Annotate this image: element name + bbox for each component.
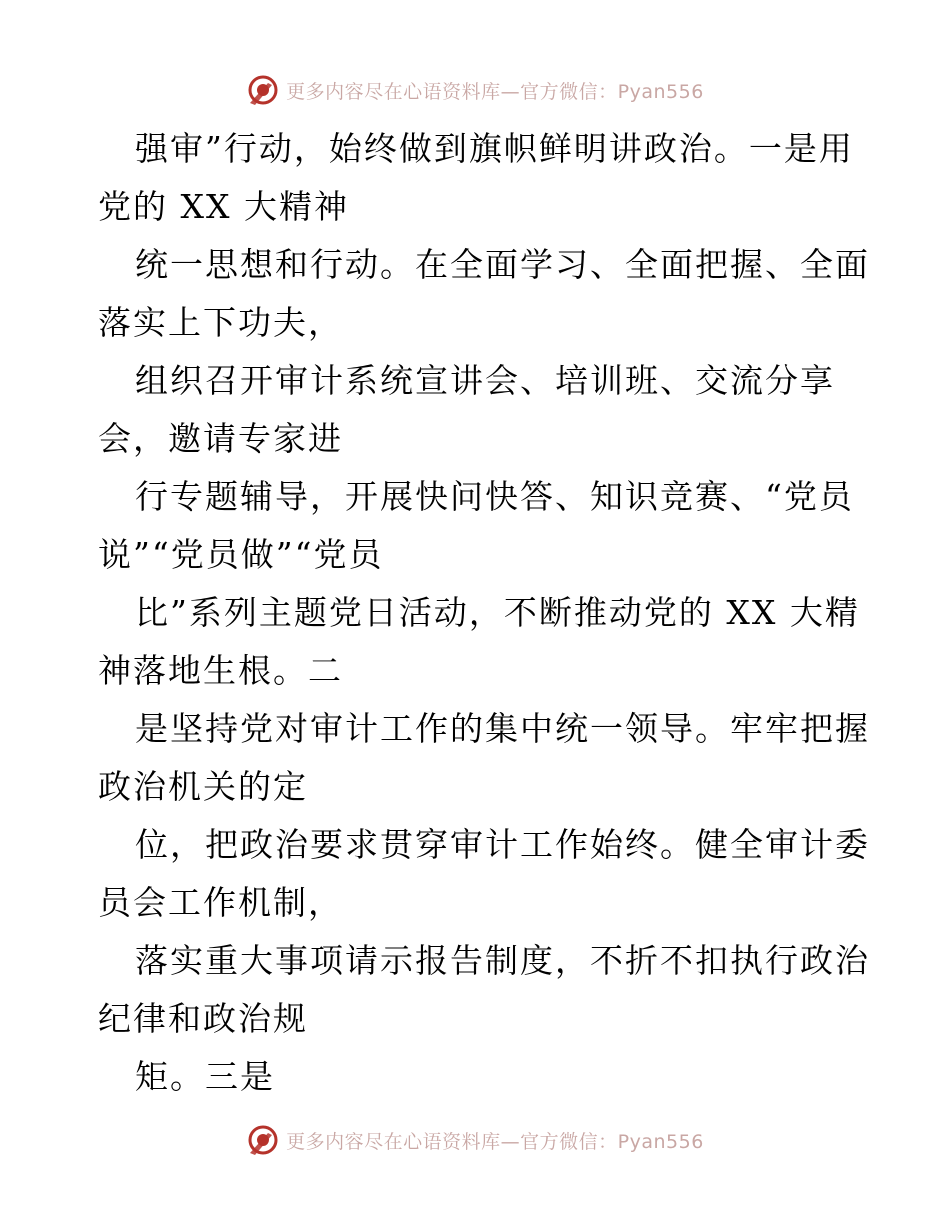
quill-circle-logo-icon [246, 73, 280, 107]
watermark-text: 更多内容尽在心语资料库—官方微信：Pyan556 [286, 80, 704, 103]
body-text-line: 行专题辅导，开展快问快答、知识竞赛、“党员 [135, 477, 854, 516]
body-text-line: 政治机关的定 [98, 767, 308, 806]
body-text-line: 会，邀请专家进 [98, 419, 343, 458]
body-text-line: 位，把政治要求贯穿审计工作始终。健全审计委 [135, 825, 870, 864]
body-text-line: 落实上下功夫， [98, 303, 343, 342]
body-text-line: 落实重大事项请示报告制度，不折不扣执行政治 [135, 941, 870, 980]
quill-circle-logo-icon [246, 1123, 280, 1157]
body-text-line: 党的 XX 大精神 [98, 187, 349, 226]
header-watermark [0, 70, 950, 110]
body-text-line: 统一思想和行动。在全面学习、全面把握、全面 [135, 245, 870, 284]
footer-watermark [0, 1120, 950, 1160]
body-text-line: 神落地生根。二 [98, 651, 343, 690]
body-text-line: 纪律和政治规 [98, 999, 308, 1038]
watermark-group [246, 73, 704, 107]
body-text-line: 组织召开审计系统宣讲会、培训班、交流分享 [135, 361, 835, 400]
watermark-group [246, 1123, 704, 1157]
body-text-line: 说”“党员做”“党员 [98, 535, 384, 574]
document-body [98, 120, 870, 1106]
body-text-line: 强审”行动，始终做到旗帜鲜明讲政治。一是用 [135, 129, 854, 168]
body-text-line: 比”系列主题党日活动，不断推动党的 XX 大精 [135, 593, 860, 632]
body-text-line: 是坚持党对审计工作的集中统一领导。牢牢把握 [135, 709, 870, 748]
body-text-line: 矩。三是 [135, 1057, 275, 1096]
watermark-text: 更多内容尽在心语资料库—官方微信：Pyan556 [286, 1130, 704, 1153]
body-text-line: 员会工作机制， [98, 883, 343, 922]
